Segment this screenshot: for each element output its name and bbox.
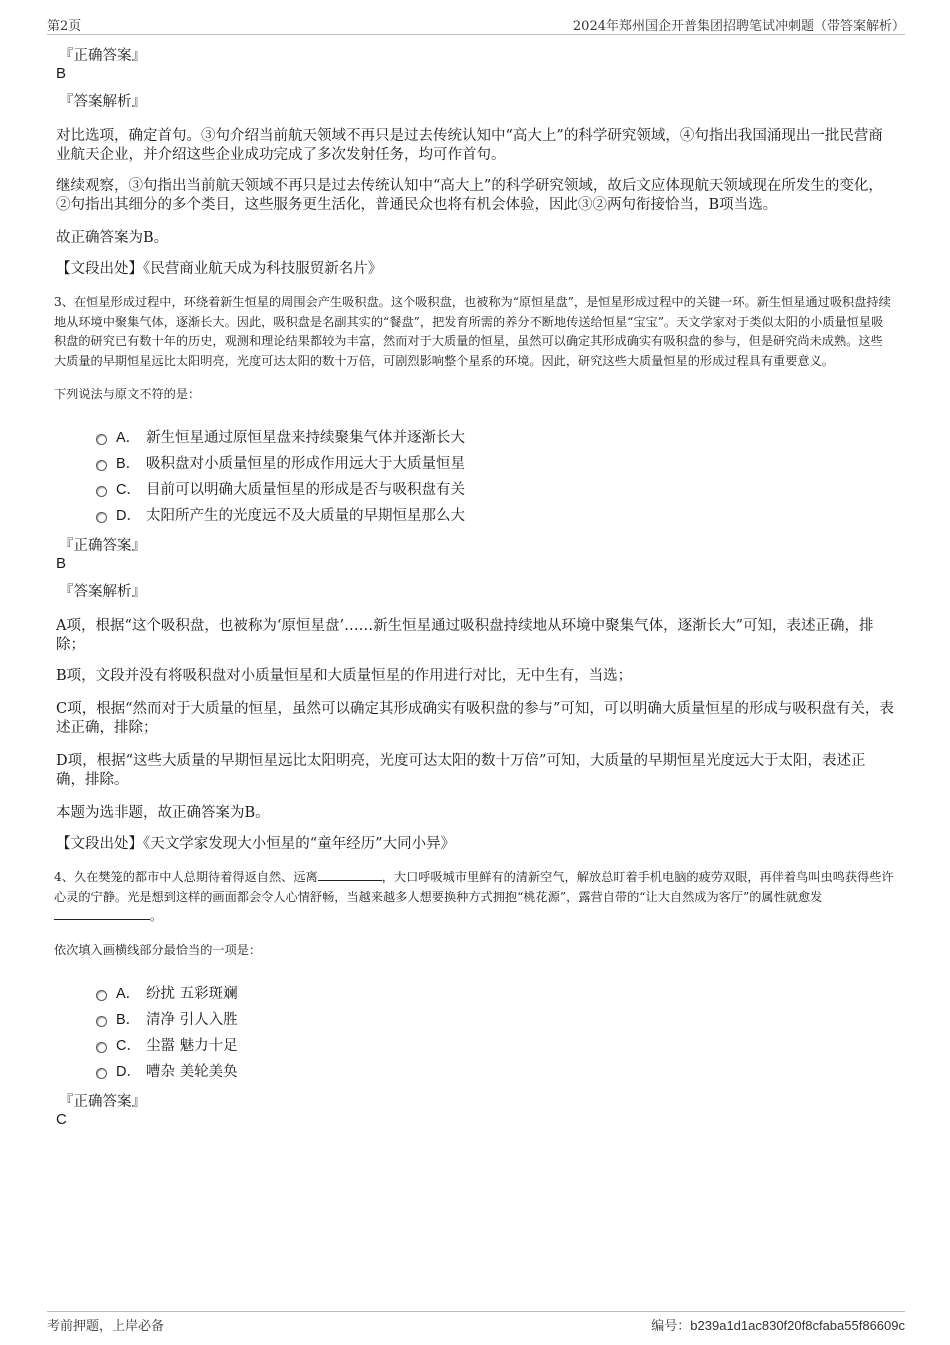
fill-blank-1: [318, 868, 382, 881]
question-stem: 3、在恒星形成过程中，环绕着新生恒星的周围会产生吸积盘。这个吸积盘，也被称为“原恒星盘”，是恒星形成过程中的关键一环。新生恒星通过吸积盘持续地从环境中聚集气体，逐渐长大。因此，吸积盘是名副其实的“餐盘”，把发育所需的养分不断地传送给恒星“宝宝”。天文学家对于类似太阳的小质量恒星吸积盘的研究已有数十年的历史，观测和理论结果都较为丰富，然而对于大质量的恒星，虽然可以确定其形成确实有吸积盘的参与，但是研究尚未成熟。这些大质量的早期恒星远比太阳明亮，光度可达太阳的数十万倍，可剧烈影响整个星系的环境。因此，研究这些大质量恒星的形成过程具有重要意义。: [54, 295, 891, 368]
answer-label: 『正确答案』: [59, 538, 146, 554]
analysis-label: 『答案解析』: [59, 584, 146, 600]
analysis-paragraph: 本题为选非题，故正确答案为B。: [56, 805, 270, 821]
answer-value: C: [56, 1110, 67, 1128]
radio-button[interactable]: [96, 512, 107, 523]
radio-button[interactable]: [96, 1042, 107, 1053]
analysis-label: 『答案解析』: [59, 94, 146, 110]
footer-slogan: 考前押题，上岸必备: [47, 1319, 165, 1334]
option-d[interactable]: D． 嘈杂 美轮美奂: [96, 1059, 894, 1085]
page-number: 第2页: [47, 19, 82, 34]
answer-label: 『正确答案』: [59, 1093, 146, 1110]
answer-label: 『正确答案』: [59, 48, 146, 64]
radio-button[interactable]: [96, 990, 107, 1001]
option-b[interactable]: B． 清净 引人入胜: [96, 1007, 894, 1033]
radio-button[interactable]: [96, 434, 107, 445]
question-prompt: 依次填入画横线部分最恰当的一项是：: [54, 942, 262, 957]
fill-blank-2: [54, 907, 150, 920]
option-c[interactable]: C． 目前可以明确大质量恒星的形成是否与吸积盘有关: [96, 477, 894, 503]
page-footer: [47, 1311, 905, 1334]
analysis-paragraph: C项，根据“然而对于大质量的恒星，虽然可以确定其形成确实有吸积盘的参与”可知，可以明确大质量恒星的形成与吸积盘有关，表述正确，排除；: [56, 701, 894, 736]
source-citation: 【文段出处】《民营商业航天成为科技服贸新名片》: [56, 261, 383, 277]
option-a[interactable]: A． 新生恒星通过原恒星盘来持续聚集气体并逐渐长大: [96, 425, 894, 451]
option-a[interactable]: A． 纷扰 五彩斑斓: [96, 981, 894, 1007]
option-list: [96, 981, 894, 1085]
question-stem: 4、久在樊笼的都市中人总期待着得返自然、远离 ，大口呼吸城市里鲜有的清新空气，解放总盯着手机电脑的疲劳双眼，再伴着鸟叫虫鸣获得些许心灵的宁静。光是想到这样的画面都会令人心情舒畅，当越来越多人想要换种方式拥抱“桃花源”，露营自带的“让大自然成为客厅”的属性就愈发。: [54, 870, 894, 923]
option-b[interactable]: B． 吸积盘对小质量恒星的形成作用远大于大质量恒星: [96, 451, 894, 477]
document-body: [56, 47, 894, 1139]
document-title: 2024年郑州国企开普集团招聘笔试冲刺题（带答案解析）: [572, 19, 905, 34]
analysis-paragraph: D项，根据“这些大质量的早期恒星远比太阳明亮，光度可达太阳的数十万倍”可知，大质量的早期恒星光度远大于太阳，表述正确，排除。: [56, 753, 866, 788]
option-list: [96, 425, 894, 529]
answer-value: B: [56, 65, 67, 82]
analysis-paragraph: B项，文段并没有将吸积盘对小质量恒星和大质量恒星的作用进行对比，无中生有，当选；: [56, 668, 633, 684]
option-c[interactable]: C． 尘嚣 魅力十足: [96, 1033, 894, 1059]
document-code: 编号：b239a1d1ac830f20f8cfaba55f86609c: [651, 1318, 905, 1333]
radio-button[interactable]: [96, 1016, 107, 1027]
radio-button[interactable]: [96, 1068, 107, 1079]
answer-value: B: [56, 555, 67, 572]
analysis-paragraph: A项，根据“这个吸积盘，也被称为‘原恒星盘’……新生恒星通过吸积盘持续地从环境中聚集气体，逐渐长大”可知，表述正确，排除；: [56, 618, 874, 653]
question-prompt: 下列说法与原文不符的是：: [54, 387, 201, 401]
analysis-paragraph: 对比选项，确定首句。③句介绍当前航天领域不再只是过去传统认知中“高大上”的科学研究领域，④句指出我国涌现出一批民营商业航天企业，并介绍这些企业成功完成了多次发射任务，均可作首句。: [56, 128, 883, 163]
page-header: [47, 12, 905, 35]
radio-button[interactable]: [96, 460, 107, 471]
source-citation: 【文段出处】《天文学家发现大小恒星的“童年经历”大同小异》: [56, 836, 456, 852]
analysis-paragraph: 继续观察，③句指出当前航天领域不再只是过去传统认知中“高大上”的科学研究领域，故后文应体现航天领域现在所发生的变化，②句指出其细分的多个类目，这些服务更生活化，普通民众也将有机会体验，因此③②两句衔接恰当，B项当选。: [56, 178, 883, 213]
option-d[interactable]: D． 太阳所产生的光度远不及大质量的早期恒星那么大: [96, 503, 894, 529]
analysis-paragraph: 故正确答案为B。: [56, 230, 169, 246]
radio-button[interactable]: [96, 486, 107, 497]
